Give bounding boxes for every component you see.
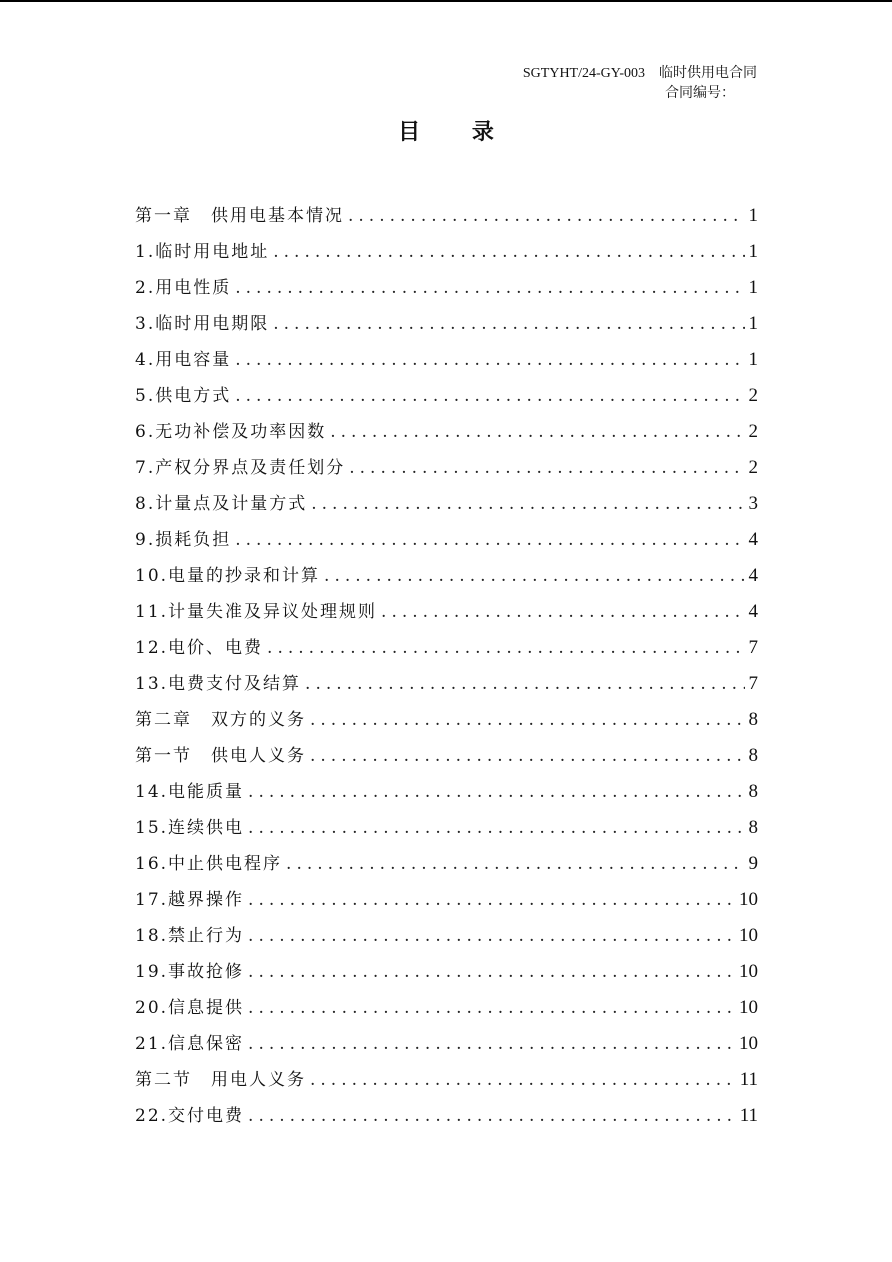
toc-entry-page: 4	[748, 565, 758, 586]
toc-dot-leader	[324, 558, 744, 594]
toc-entry-page: 11	[739, 1069, 758, 1090]
toc-dot-leader	[310, 1062, 736, 1098]
toc-entry-page: 1	[748, 313, 758, 334]
toc-entry-page: 8	[748, 817, 758, 838]
toc-entry-page: 10	[739, 1033, 758, 1054]
toc-dot-leader	[286, 846, 744, 882]
toc-entry[interactable]	[135, 666, 758, 702]
toc-dot-leader	[248, 918, 735, 954]
toc-entry-page: 1	[748, 205, 758, 226]
document-header	[523, 64, 757, 104]
toc-entry[interactable]	[135, 594, 758, 630]
toc-entry-page: 4	[748, 601, 758, 622]
document-name: 临时供用电合同	[659, 66, 757, 81]
toc-entry-page: 8	[748, 781, 758, 802]
toc-entry-label: 20.信息提供	[135, 998, 245, 1018]
toc-entry[interactable]	[135, 1098, 758, 1134]
toc-dot-leader	[330, 414, 744, 450]
toc-entry-page: 4	[748, 529, 758, 550]
toc-entry[interactable]	[135, 882, 758, 918]
toc-dot-leader	[248, 990, 735, 1026]
toc-entry-page: 10	[739, 889, 758, 910]
toc-dot-leader	[273, 234, 744, 270]
toc-dot-leader	[310, 738, 745, 774]
toc-entry-label: 2.用电性质	[135, 278, 232, 298]
toc-entry-label: 8.计量点及计量方式	[135, 494, 308, 514]
toc-entry-label: 10.电量的抄录和计算	[135, 566, 321, 586]
toc-entry[interactable]	[135, 810, 758, 846]
toc-dot-leader	[248, 1026, 735, 1062]
toc-title: 目 录	[398, 119, 516, 145]
toc-entry[interactable]	[135, 1062, 758, 1098]
toc-entry-label: 1.临时用电地址	[135, 242, 270, 262]
toc-entry-label: 21.信息保密	[135, 1034, 245, 1054]
toc-dot-leader	[248, 882, 735, 918]
toc-entry[interactable]	[135, 702, 758, 738]
toc-entry-label: 16.中止供电程序	[135, 854, 283, 874]
toc-entry[interactable]	[135, 846, 758, 882]
toc-entry-page: 10	[739, 961, 758, 982]
toc-entry-label: 第二章 双方的义务	[135, 710, 306, 730]
toc-dot-leader	[305, 666, 744, 702]
toc-entry-label: 4.用电容量	[135, 350, 232, 370]
toc-entry[interactable]	[135, 774, 758, 810]
toc-dot-leader	[311, 486, 744, 522]
toc-entry-label: 9.损耗负担	[135, 530, 232, 550]
toc-entry-label: 12.电价、电费	[135, 638, 264, 658]
toc-entry-page: 8	[748, 709, 758, 730]
toc-entry[interactable]	[135, 918, 758, 954]
toc-entry-label: 第二节 用电人义务	[135, 1070, 306, 1090]
toc-entry-label: 11.计量失准及异议处理规则	[135, 602, 378, 622]
toc-entry-page: 10	[739, 997, 758, 1018]
toc-entry-label: 18.禁止行为	[135, 926, 245, 946]
toc-entry-label: 19.事故抢修	[135, 962, 245, 982]
toc-entry[interactable]	[135, 990, 758, 1026]
toc-entry-page: 1	[748, 277, 758, 298]
toc-entry[interactable]	[135, 450, 758, 486]
toc-entry[interactable]	[135, 558, 758, 594]
table-of-contents	[135, 198, 758, 1134]
toc-entry-label: 13.电费支付及结算	[135, 674, 302, 694]
toc-entry-page: 7	[748, 637, 758, 658]
toc-entry-page: 2	[748, 457, 758, 478]
contract-number-label: 合同编号：	[665, 86, 735, 101]
toc-dot-leader	[235, 522, 744, 558]
toc-entry-label: 3.临时用电期限	[135, 314, 270, 334]
toc-entry[interactable]	[135, 486, 758, 522]
toc-dot-leader	[349, 450, 744, 486]
toc-dot-leader	[310, 702, 745, 738]
toc-entry-page: 7	[748, 673, 758, 694]
toc-dot-leader	[273, 306, 744, 342]
toc-entry-page: 1	[748, 241, 758, 262]
toc-entry[interactable]	[135, 630, 758, 666]
toc-entry-page: 2	[748, 385, 758, 406]
toc-entry[interactable]	[135, 306, 758, 342]
toc-entry-page: 1	[748, 349, 758, 370]
toc-dot-leader	[248, 954, 735, 990]
toc-dot-leader	[235, 270, 744, 306]
toc-entry-page: 8	[748, 745, 758, 766]
toc-dot-leader	[248, 774, 744, 810]
header-line	[523, 64, 757, 84]
toc-dot-leader	[267, 630, 744, 666]
toc-entry[interactable]	[135, 522, 758, 558]
toc-entry-label: 第一章 供用电基本情况	[135, 206, 344, 226]
toc-entry[interactable]	[135, 378, 758, 414]
toc-entry-page: 10	[739, 925, 758, 946]
toc-entry[interactable]	[135, 1026, 758, 1062]
toc-entry[interactable]	[135, 414, 758, 450]
document-code: SGTYHT/24-GY-003	[522, 66, 645, 81]
toc-entry[interactable]	[135, 342, 758, 378]
toc-entry[interactable]	[135, 270, 758, 306]
toc-entry-label: 7.产权分界点及责任划分	[135, 458, 346, 478]
toc-entry-label: 22.交付电费	[135, 1106, 245, 1126]
toc-entry[interactable]	[135, 198, 758, 234]
toc-entry-page: 11	[739, 1105, 758, 1126]
toc-dot-leader	[348, 198, 745, 234]
page-top-border	[0, 0, 892, 2]
toc-dot-leader	[248, 1098, 736, 1134]
toc-entry-page: 2	[748, 421, 758, 442]
toc-dot-leader	[235, 342, 744, 378]
toc-entry-page: 9	[748, 853, 758, 874]
toc-entry-page: 3	[748, 493, 758, 514]
toc-dot-leader	[381, 594, 744, 630]
toc-entry-label: 第一节 供电人义务	[135, 746, 306, 766]
toc-entry-label: 17.越界操作	[135, 890, 245, 910]
toc-entry[interactable]	[135, 738, 758, 774]
toc-entry-label: 5.供电方式	[135, 386, 232, 406]
toc-dot-leader	[235, 378, 744, 414]
toc-entry[interactable]	[135, 954, 758, 990]
toc-entry-label: 15.连续供电	[135, 818, 245, 838]
toc-entry-label: 6.无功补偿及功率因数	[135, 422, 327, 442]
toc-entry[interactable]	[135, 234, 758, 270]
toc-dot-leader	[248, 810, 744, 846]
toc-entry-label: 14.电能质量	[135, 782, 245, 802]
